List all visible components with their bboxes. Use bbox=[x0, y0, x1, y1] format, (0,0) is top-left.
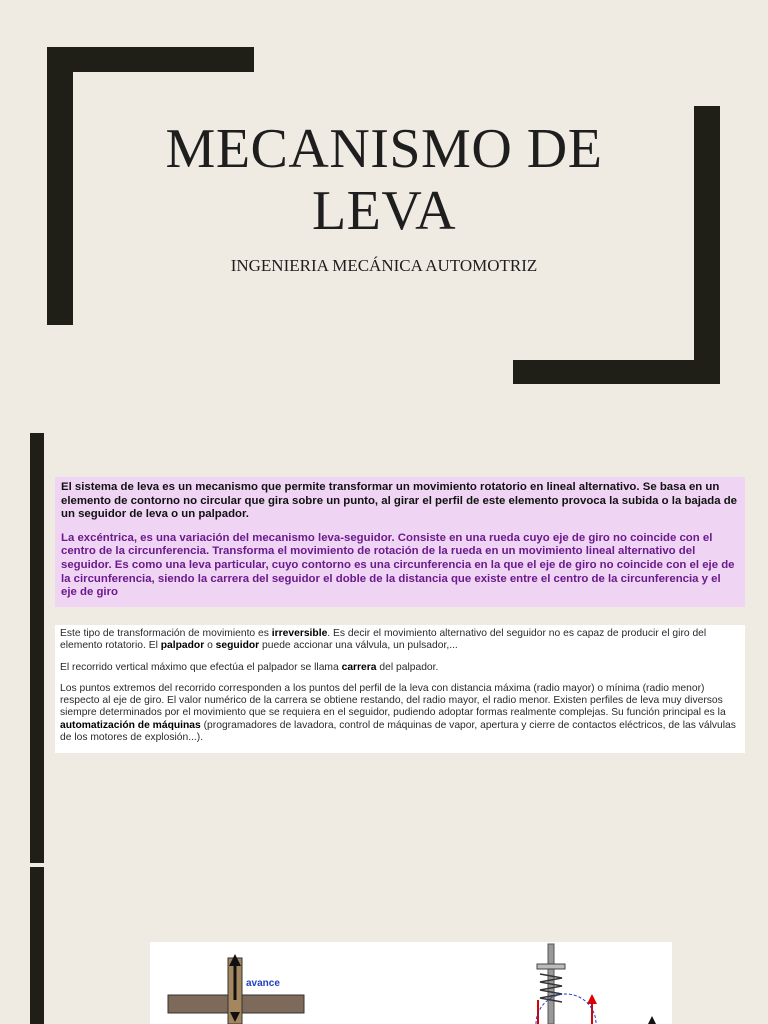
cam-diagram bbox=[150, 942, 672, 1024]
bracket-top-left-vertical bbox=[47, 47, 73, 325]
title-line-2: LEVA bbox=[311, 180, 457, 242]
irreversible-paragraph: Este tipo de transformación de movimiento es irreversible. Es decir el movimiento alternativo del seguidor no es capaz de producir el giro del elemento rotatorio. El palpador o seguidor puede accionar una válvula, un pulsador,... bbox=[60, 628, 707, 652]
definition-box bbox=[55, 477, 745, 607]
bracket-top-left-horizontal bbox=[47, 47, 254, 72]
left-accent-bar-upper bbox=[30, 433, 44, 863]
title-slide bbox=[0, 0, 768, 410]
content-slide bbox=[0, 420, 768, 1024]
slide-title bbox=[110, 118, 658, 242]
stroke-paragraph: El recorrido vertical máximo que efectúa el palpador se llama carrera del palpador. bbox=[60, 661, 439, 673]
left-accent-bar-lower bbox=[30, 867, 44, 1024]
eccentric-paragraph: La excéntrica, es una variación del mecanismo leva-seguidor. Consiste en una rueda cuyo eje de giro no coincide con el centro de la circunferencia. Transforma el movimiento de rotación de la rueda en un movimiento lineal alternativo del seguidor. Es como una leva particular, cuyo contorno es una circunferencia en la que el eje de giro no coincide con el eje de la circunferencia, siendo la carrera del seguidor el doble de la distancia que existe entre el centro de la circunferencia y el eje de giro bbox=[61, 531, 735, 599]
explanation-box bbox=[55, 625, 745, 753]
definition-paragraph: El sistema de leva es un mecanismo que permite transformar un movimiento rotatorio en lineal alternativo. Se basa en un elemento de contorno no circular que gira sobre un punto, al girar el perfil de este elemento provoca la subida o la bajada de un seguidor de leva o un palpador. bbox=[61, 481, 737, 521]
bracket-bottom-right-vertical bbox=[694, 106, 720, 384]
cam-mechanism-figure bbox=[150, 942, 672, 1024]
bracket-bottom-right-horizontal bbox=[513, 360, 720, 384]
title-line-1: MECANISMO DE bbox=[165, 118, 603, 180]
spring-cap bbox=[537, 964, 565, 969]
small-arrow-icon bbox=[648, 1016, 656, 1024]
slide-subtitle: INGENIERIA MECÁNICA AUTOMOTRIZ bbox=[230, 256, 538, 275]
avance-label: avance bbox=[246, 978, 280, 989]
profiles-paragraph: Los puntos extremos del recorrido corresponden a los puntos del perfil de la leva con distancia máxima (radio mayor) o mínima (radio menor) respecto al eje de giro. El valor numérico de la carrera se obtiene restando, del radio mayor, el radio menor. Existen perfiles de leva muy diversos siempre determinados por el movimiento que se requiera en el seguidor, pudiendo adoptar formas realmente complejas. Su función principal es la automatización de máquinas (programadores de lavadora, control de máquinas de vapor, apertura y cierre de contactos eléctricos, de las válvulas de los motores de explosión...). bbox=[60, 682, 736, 744]
red-up-arrow-head bbox=[587, 994, 597, 1004]
